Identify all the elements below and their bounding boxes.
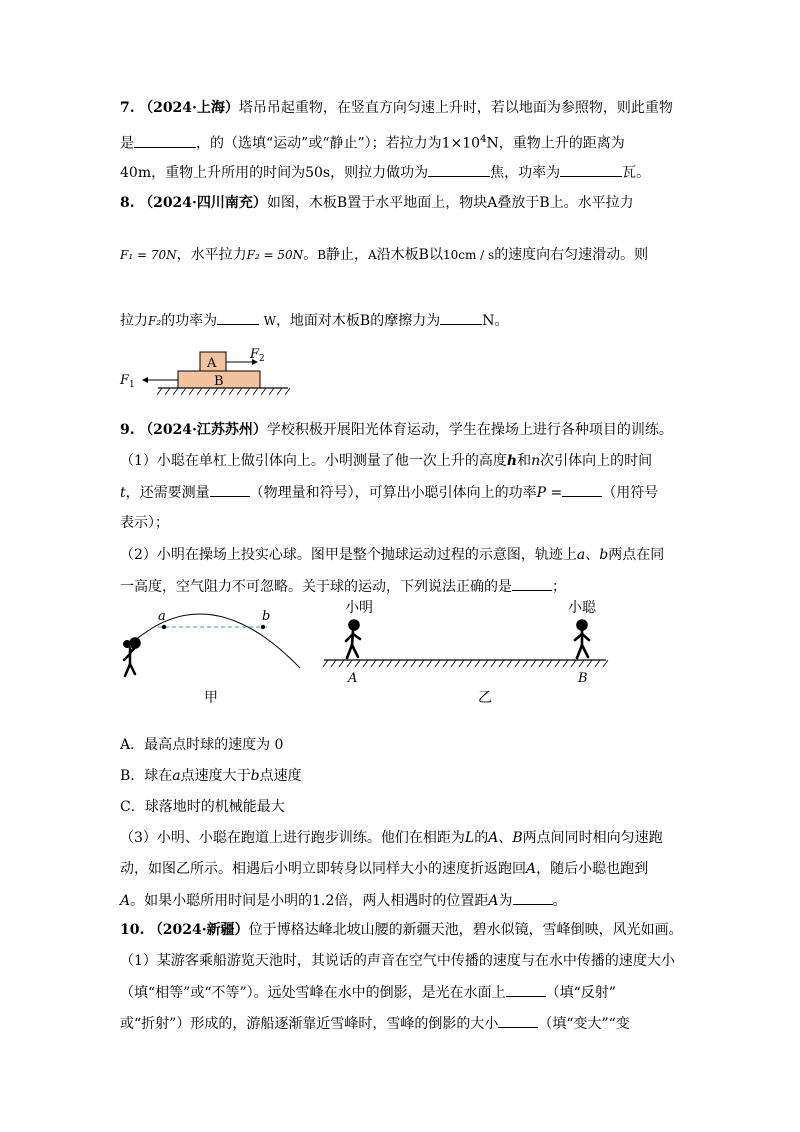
q10-text: （1）某游客乘船游览天池时，其说话的声音在空气中传播的速度与在水中传播的速度大小 <box>120 953 675 969</box>
point-b <box>261 625 265 629</box>
q9-number: 9. <box>120 422 135 438</box>
q8-speed: 10cm / s <box>442 248 495 262</box>
q7-source: （2024·上海） <box>139 100 239 116</box>
q8-var: A <box>487 195 498 211</box>
fig-jia-throw <box>118 598 308 708</box>
q9-var: A <box>488 830 499 846</box>
fig-yi-caption: 乙 <box>478 690 492 706</box>
f1-arrowhead <box>142 377 148 383</box>
q7-text: 瓦。 <box>622 165 651 181</box>
q9-option-b[interactable] <box>120 766 302 786</box>
track-hatch <box>323 660 608 667</box>
q10-text: （填“反射” <box>545 985 616 1001</box>
q8-f2-sym: F₂ <box>148 314 162 328</box>
q7-line-1 <box>120 98 673 118</box>
option-b-text: 点速度大于 <box>180 768 251 784</box>
q8-source: （2024·四川南充） <box>139 195 267 211</box>
q8-text: ，水平拉力 <box>176 247 247 263</box>
q10-line-4 <box>120 1013 630 1034</box>
q8-f2: F₂ = 50N <box>246 248 304 262</box>
q9-text: 为 <box>498 893 513 909</box>
option-b-text: B．球在 <box>120 768 173 784</box>
q8-blank-1[interactable] <box>217 310 259 325</box>
q8-unit: W <box>263 314 276 328</box>
runner-xiaocong <box>575 621 589 659</box>
q8-line-3 <box>120 310 508 331</box>
q10-number: 10. <box>120 922 145 938</box>
q9-text: 一高度，空气阻力不可忽略。关于球的运动，下列说法正确的是 <box>120 579 512 595</box>
q9-var: A <box>488 893 499 909</box>
q8-text: 。 <box>303 247 318 263</box>
q7-line-3 <box>120 162 650 183</box>
q7-text: ，的（选填“运动”或“静止”）；若拉力为 <box>196 135 442 152</box>
q10-blank-1[interactable] <box>506 982 546 997</box>
q8-text: 的功率为 <box>161 313 218 329</box>
q9-line-2 <box>120 451 652 471</box>
q9-text: 表示）； <box>120 515 169 531</box>
q8-text: 叠放于 <box>497 195 540 211</box>
q9-text: ，随后小聪也跑到 <box>536 861 649 877</box>
q9-text: 两点在同 <box>608 547 665 563</box>
q8-text: 静止， <box>326 247 369 263</box>
q9-blank-2[interactable] <box>562 482 602 497</box>
q9-text: 两点间同时相向匀速跑 <box>522 830 663 846</box>
q8-var: A <box>368 248 377 262</box>
q9-text: 、 <box>498 830 513 846</box>
q9-var: b <box>599 547 609 563</box>
q7-number: 7. <box>120 100 135 116</box>
xiaoming-label: 小明 <box>345 600 373 616</box>
q9-var: A <box>120 893 131 909</box>
q7-text: N，重物上升的距离为 <box>486 135 625 152</box>
q9-text: 和 <box>517 453 532 469</box>
q10-line-2 <box>120 951 675 971</box>
q9-option-c[interactable] <box>120 797 285 817</box>
point-b-label: b <box>262 609 271 624</box>
q9-option-a[interactable] <box>120 735 283 755</box>
q7-text: 塔吊吊起重物，在竖直方向匀速上升时，若以地面为参照物，则此重物 <box>238 100 673 116</box>
q9-text: 。如果小聪所用时间是小明的1.2倍，两人相遇时的位置距 <box>130 893 489 909</box>
f2-sub: 2 <box>259 354 265 364</box>
point-B-label: B <box>578 671 588 686</box>
q8-text: 拉力 <box>120 313 148 329</box>
q8-text: ，地面对木板B的摩擦力为 <box>275 313 441 329</box>
q8-text: 如图，木板 <box>266 195 337 211</box>
q9-source: （2024·江苏苏州） <box>139 422 267 438</box>
q9-var: b <box>250 768 260 784</box>
head-icon <box>123 640 131 648</box>
q8-var: B <box>539 195 550 211</box>
q9-text: （用符号 <box>602 485 659 501</box>
q9-text: 的 <box>474 830 489 846</box>
q9-text: 动，如图乙所示。相遇后小明立即转身以同样大小的速度折返跑回 <box>120 861 526 877</box>
q9-text: ，还需要测量 <box>125 485 210 501</box>
q9-var: t <box>120 485 126 501</box>
q9-line-1 <box>120 420 673 440</box>
q8-text: 上。水平拉力 <box>549 195 634 211</box>
q8-number: 8. <box>120 195 135 211</box>
q9-line-p3-1 <box>120 828 663 848</box>
q9-var: n <box>531 453 541 469</box>
q10-text: 位于博格达峰北坡山腰的新疆天池，碧水似镜，雪峰倒映，风光如画。 <box>248 922 683 938</box>
q9-line-5 <box>120 545 664 565</box>
q8-text: 的速度向右匀速滑动。则 <box>494 247 649 263</box>
q7-blank-2[interactable] <box>428 162 490 177</box>
f1-sub: 1 <box>129 380 135 390</box>
q10-line-3 <box>120 982 616 1003</box>
point-a <box>162 625 166 629</box>
q8-blank-2[interactable] <box>440 310 482 325</box>
q10-text: （填“相等”或“不等”）。远处雪峰在水中的倒影，是光在水面上 <box>120 985 506 1001</box>
block-a-label: A <box>207 356 217 371</box>
q8-block-figure <box>118 340 298 400</box>
q7-line-2 <box>120 130 625 154</box>
q9-blank-1[interactable] <box>210 482 250 497</box>
q9-var: B <box>512 830 523 846</box>
q7-force-exp: 4 <box>480 134 487 145</box>
q9-blank-3[interactable] <box>512 576 552 591</box>
q10-line-1 <box>120 920 683 940</box>
q9-line-4 <box>120 513 169 533</box>
q9-text: （物理量和符号），可算出小聪引体向上的功率 <box>249 485 537 501</box>
q9-blank-4[interactable] <box>513 890 553 905</box>
q7-text: 焦，功率为 <box>490 165 561 181</box>
q7-blank-3[interactable] <box>560 162 622 177</box>
q9-text: 。 <box>552 893 567 909</box>
option-b-text: 点速度 <box>259 768 302 784</box>
f2-label: F <box>250 347 260 362</box>
ground-hatch <box>157 388 290 395</box>
q9-text: （2）小明在操场上投实心球。图甲是整个抛球运动过程的示意图，轨迹上 <box>120 547 577 563</box>
q9-text: ； <box>552 579 566 595</box>
q9-var: L <box>464 830 475 846</box>
q8-text: N。 <box>482 313 509 329</box>
q9-var: h <box>506 453 518 469</box>
q9-var: a <box>576 547 586 563</box>
q10-text: 或“折射”）形成的，游船逐渐靠近雪峰时，雪峰的倒影的大小 <box>120 1016 499 1032</box>
runner-xiaoming <box>346 621 360 659</box>
board-b-label: B <box>214 374 224 389</box>
q10-source: （2024·新疆） <box>148 922 249 938</box>
q9-text: （1）小聪在单杠上做引体向上。小明测量了他一次上升的高度 <box>120 453 507 469</box>
q9-text: 次引体向上的时间 <box>540 453 653 469</box>
q8-line-2 <box>120 245 648 265</box>
q9-line-p3-2 <box>120 859 648 879</box>
q9-power-sym: P = <box>536 485 563 501</box>
q8-var: B <box>317 248 327 262</box>
q8-f1: F₁ = 70N <box>120 248 177 262</box>
q9-line-p3-3 <box>120 890 567 911</box>
q7-text: 40m，重物上升所用的时间为50s，则拉力做功为 <box>120 165 429 181</box>
q9-var: a <box>172 768 181 784</box>
xiaocong-label: 小聪 <box>568 600 596 616</box>
f1-label: F <box>120 373 130 388</box>
q8-line-1 <box>120 193 634 213</box>
fig-yi-track <box>320 598 610 708</box>
point-A-label: A <box>348 671 358 686</box>
q9-text: 、 <box>585 547 600 563</box>
q9-line-3 <box>120 482 658 503</box>
fig-jia-caption: 甲 <box>204 690 218 706</box>
q8-text: 置于水平地面上，物块 <box>347 195 488 211</box>
q9-var: A <box>526 861 537 877</box>
q8-text: 沿木板B以 <box>376 247 443 263</box>
q10-text: （填“变大”“变 <box>538 1016 630 1032</box>
q7-text: 是 <box>120 135 134 152</box>
q8-var: B <box>336 195 348 211</box>
option-a-text: A．最高点时球的速度为 0 <box>120 737 284 753</box>
q7-blank-1[interactable] <box>134 133 196 148</box>
q9-text: （3）小明、小聪在跑道上进行跑步训练。他们在相距为 <box>120 830 465 846</box>
q7-force: 1×10 <box>441 135 481 152</box>
q10-blank-2[interactable] <box>498 1013 538 1028</box>
q9-text: 学校积极开展阳光体育运动，学生在操场上进行各种项目的训练。 <box>266 422 673 438</box>
point-a-label: a <box>158 609 166 624</box>
option-c-text: C．球落地时的机械能最大 <box>120 799 285 815</box>
q9-line-6 <box>120 576 566 597</box>
